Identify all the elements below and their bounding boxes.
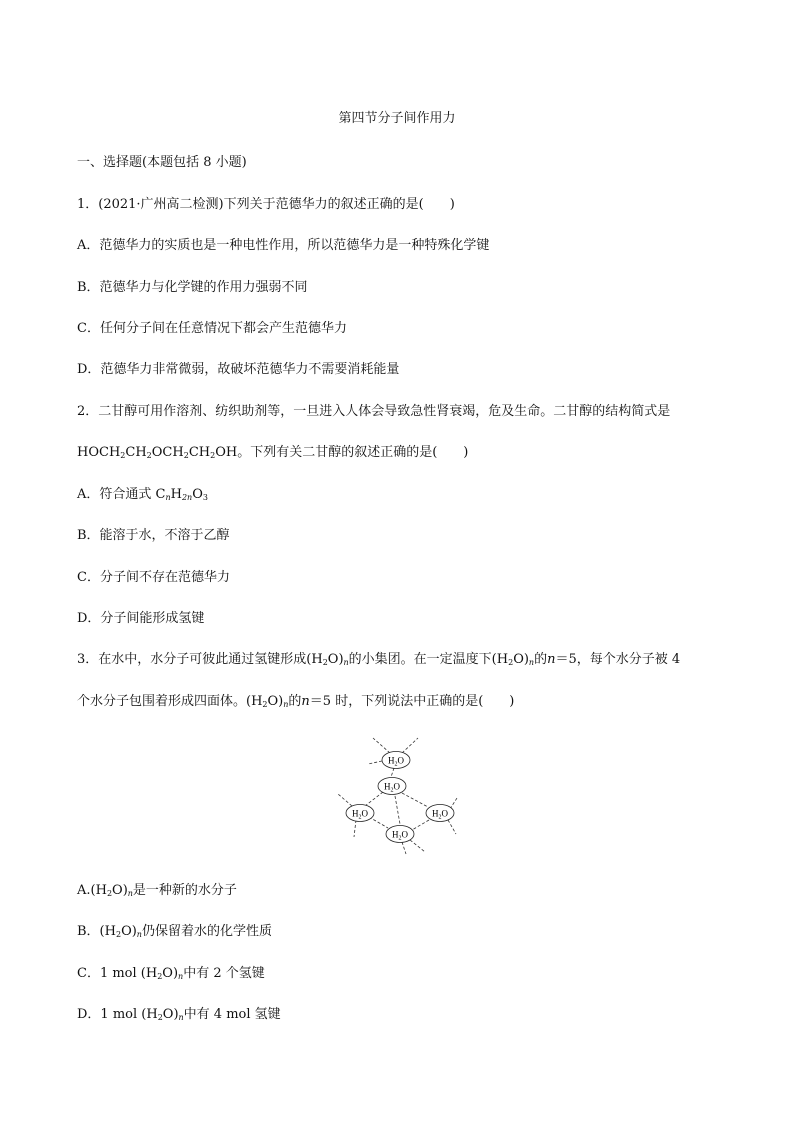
formula-part: CH: [125, 445, 147, 460]
question-3-stem-line-1: [77, 648, 680, 667]
option-text: O): [121, 924, 137, 939]
svg-text:H2O: $H_2O$: [352, 808, 368, 821]
formula-sub: 2: [157, 972, 163, 981]
variable-n: n: [301, 694, 310, 709]
question-2-formula-line: [77, 441, 468, 460]
formula-sub: n: [283, 700, 289, 709]
question-3-option-a: [77, 879, 237, 898]
h2o-molecule-left: [346, 805, 374, 822]
question-2-option-b: B．能溶于水，不溶于乙醇: [77, 528, 230, 543]
h2o-molecule-right: [426, 805, 454, 822]
stem-text: 3．在水中，水分子可彼此通过氢键形成(H: [77, 652, 323, 667]
question-2-option-a: [77, 483, 208, 502]
option-text: O: [192, 487, 203, 502]
formula-part: CH: [188, 445, 211, 460]
svg-text:H2O: $H_2O$: [388, 755, 404, 768]
formula-sub: n: [165, 493, 171, 502]
h2o-molecule-bottom: [386, 826, 414, 843]
stem-text: O): [267, 694, 284, 709]
option-text: A．符合通式 C: [77, 487, 166, 502]
stem-text: ＝5，每个水分子被 4: [555, 652, 681, 667]
svg-text:H2O: $H_2O$: [384, 781, 400, 794]
formula-sub: n: [528, 658, 535, 667]
formula-sub: 2: [508, 658, 514, 667]
formula-sub: 2: [120, 451, 126, 460]
h2o-molecules: [346, 752, 454, 843]
option-text: O): [162, 966, 179, 981]
formula-sub: n: [127, 889, 133, 898]
h2o-molecule-top: [382, 752, 410, 769]
formula-part: OCH: [151, 445, 184, 460]
formula-sub: [182, 493, 192, 502]
stem-text: 的: [534, 652, 548, 667]
option-text: 中有 4 mol 氢键: [183, 1007, 281, 1022]
stem-text: O): [327, 652, 344, 667]
formula-sub: 2: [106, 889, 113, 898]
variable-n: n: [547, 652, 556, 667]
option-text: C．1 mol (H: [77, 966, 158, 981]
option-text: O): [162, 1007, 179, 1022]
page-title: 第四节分子间作用力: [338, 111, 456, 126]
question-1-option-b: B．范德华力与化学键的作用力强弱不同: [77, 280, 308, 295]
formula-sub: 2: [322, 658, 328, 667]
question-3-option-d: [77, 1003, 281, 1022]
option-text: 是一种新的水分子: [132, 883, 237, 898]
formula-sub: n: [343, 658, 349, 667]
question-2-option-c: C．分子间不存在范德华力: [77, 570, 230, 585]
question-2-stem: 2．二甘醇可用作溶剂、纺织助剂等，一旦进入人体会导致急性肾衰竭，危及生命。二甘醇的结构简式是: [77, 404, 671, 419]
question-1-option-d: D．范德华力非常微弱，故破坏范德华力不需要消耗能量: [77, 362, 400, 377]
svg-text:H2O: $H_2O$: [392, 829, 408, 842]
option-text: D．1 mol (H: [77, 1007, 158, 1022]
formula-sub: n: [178, 972, 184, 981]
stem-text: ＝5 时，下列说法中正确的是( ): [309, 694, 515, 709]
stem-text: 的小集团。在一定温度下(H: [348, 652, 509, 667]
formula-part: HOCH: [77, 445, 121, 460]
formula-sub: n: [178, 1013, 184, 1022]
question-2-stem-tail: 。下列有关二甘醇的叙述正确的是( ): [237, 445, 469, 460]
h2o-molecule-center: [378, 778, 406, 795]
question-3-option-b: [77, 920, 272, 939]
stem-text: 个水分子包围着形成四面体。(H: [77, 694, 263, 709]
formula-sub-text: 2n: [181, 493, 193, 502]
question-3-stem-line-2: [77, 690, 514, 709]
question-3-option-c: [77, 962, 265, 981]
stem-text: O): [513, 652, 529, 667]
formula-sub: 2: [183, 451, 189, 460]
formula-part: OH: [215, 445, 238, 460]
option-text: B．(H: [77, 924, 116, 939]
question-1-option-a: A．范德华力的实质也是一种电性作用，所以范德华力是一种特殊化学键: [77, 238, 490, 253]
question-1-option-c: C．任何分子间在任意情况下都会产生范德华力: [77, 321, 347, 336]
formula-sub: 2: [157, 1013, 163, 1022]
option-text: H: [170, 487, 182, 502]
formula-sub: 2: [210, 451, 216, 460]
option-text: A.(H: [77, 883, 107, 898]
question-2-option-d: D．分子间能形成氢键: [77, 611, 205, 626]
option-text: 中有 2 个氢键: [183, 966, 265, 981]
formula-sub: 2: [115, 930, 122, 939]
formula-sub: 3: [202, 493, 208, 502]
option-text: 仍保留着水的化学性质: [141, 924, 272, 939]
formula-sub: 2: [146, 451, 152, 460]
question-1-stem: 1．(2021·广州高二检测)下列关于范德华力的叙述正确的是( ): [77, 197, 455, 212]
section-heading: 一、选择题(本题包括 8 小题): [77, 155, 247, 170]
svg-text:H2O: $H_2O$: [432, 808, 448, 821]
formula-sub: n: [136, 930, 142, 939]
stem-text: 的: [288, 694, 302, 709]
formula-sub: 2: [262, 700, 268, 709]
water-cluster-diagram: [330, 734, 460, 856]
option-text: O): [112, 883, 128, 898]
